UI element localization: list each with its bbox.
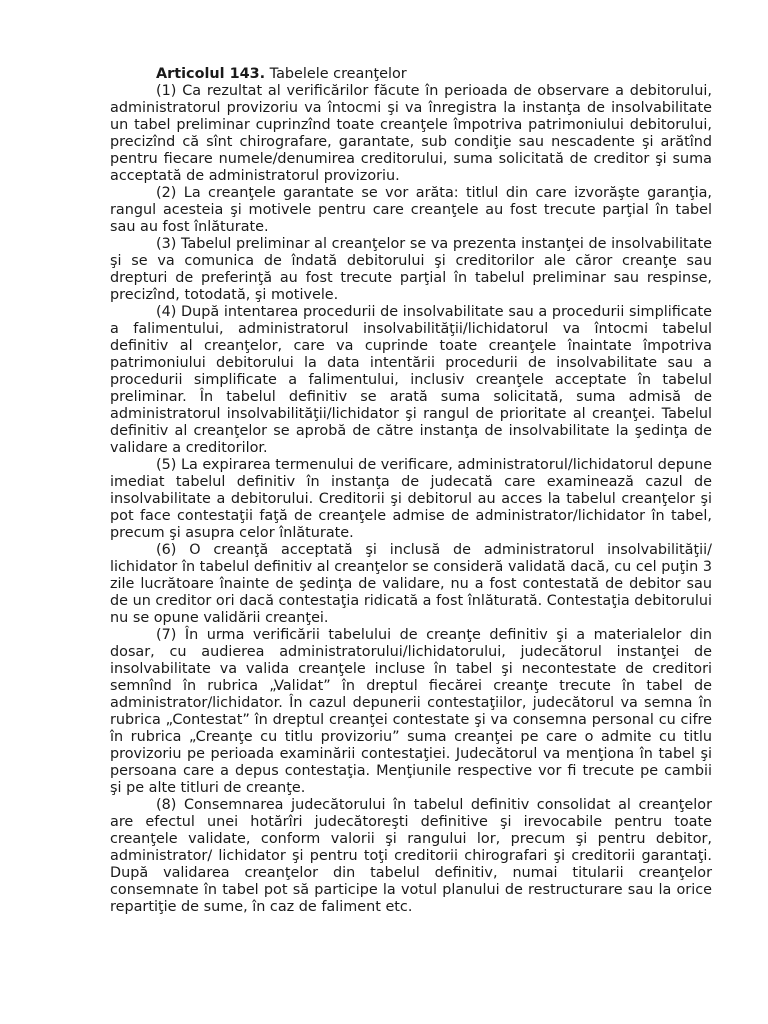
- paragraph-1: (1) Ca rezultat al verificărilor făcute în perioada de observare a debitorului, administratorul provizoriu va întocmi şi va înregistra la instanţa de insolvabilitate un tabel preliminar cuprinzînd toate creanţele împotriva patrimoniului debitorului, precizînd că sînt chirografare, garantate, sub condiţie sau nescadente şi arătînd pentru fiecare numele/denumirea creditorului, suma solicitată de creditor şi suma acceptată de administratorul provizoriu.: [110, 83, 712, 184]
- paragraph-5: (5) La expirarea termenului de verificare, administratorul/lichidatorul depune imediat tabelul definitiv în instanţa de judecată care examinează cazul de insolvabilitate a debitorului. Creditorii şi debitorul au acces la tabelul creanţelor şi pot face contestaţii faţă de creanţele admise de administrator/lichidator în tabel, precum şi asupra celor înlăturate.: [110, 457, 712, 541]
- paragraph-7: (7) În urma verificării tabelului de creanţe definitiv şi a materialelor din dosar, cu audierea administratorului/lichidatorului, judecătorul instanţei de insolvabilitate va valida creanţele incluse în tabel şi necontestate de creditori semnînd în rubrica „Validat” în dreptul fiecărei creanţe trecute în tabel de administrator/lichidator. În cazul depunerii contestaţiilor, judecătorul va semna în rubrica „Contestat” în dreptul creanţei contestate şi va consemna personal cu cifre în rubrica „Creanţe cu titlu provizoriu” suma creanţei pe care o admite cu titlu provizoriu pe perioada examinării contestaţiei. Judecătorul va menţiona în tabel şi persoana care a depus contestaţia. Menţiunile respective vor fi trecute pe cambii şi pe alte titluri de creanţe.: [110, 627, 712, 796]
- paragraph-2: (2) La creanţele garantate se vor arăta: titlul din care izvorăşte garanţia, rangul acesteia şi motivele pentru care creanţele au fost trecute parţial în tabel sau au fost înlăturate.: [110, 185, 712, 235]
- article-heading: [110, 66, 712, 83]
- paragraph-6: (6) O creanţă acceptată şi inclusă de administratorul insolvabilităţii/ lichidator în tabelul definitiv al creanţelor se consideră validată dacă, cu cel puţin 3 zile lucrătoare înainte de şedinţa de validare, nu a fost contestată de debitor sau de un creditor ori dacă contestaţia ridicată a fost înlăturată. Contestaţia debitorului nu se opune validării creanţei.: [110, 542, 712, 626]
- paragraph-3: (3) Tabelul preliminar al creanţelor se va prezenta instanţei de insolvabilitate şi se va comunica de îndată debitorului şi creditorilor ale căror creanţe sau drepturi de preferinţă au fost trecute parţial în tabelul preliminar sau respinse, precizînd, totodată, şi motivele.: [110, 236, 712, 303]
- article-number: Articolul 143.: [156, 66, 266, 82]
- article-title: Tabelele creanţelor: [265, 66, 407, 82]
- paragraph-4: (4) După intentarea procedurii de insolvabilitate sau a procedurii simplificate a falimentului, administratorul insolvabilităţii/lichidatorul va întocmi tabelul definitiv al creanţelor, care va cuprinde toate creanţele înaintate împotriva patrimoniului debitorului la data intentării procedurii de insolvabilitate sau a procedurii simplificate a falimentului, inclusiv creanţele acceptate în tabelul preliminar. În tabelul definitiv se arată suma solicitată, suma admisă de administratorul insolvabilităţii/lichidator şi rangul de prioritate al creanţei. Tabelul definitiv al creanţelor se aprobă de către instanţa de insolvabilitate la şedinţa de validare a creditorilor.: [110, 304, 712, 456]
- paragraph-8: (8) Consemnarea judecătorului în tabelul definitiv consolidat al creanţelor are efectul unei hotărîri judecătoreşti definitive şi irevocabile pentru toate creanţele validate, conform valorii şi rangului lor, precum şi pentru debitor, administrator/ lichidator şi pentru toţi creditorii chirografari şi creditorii garantaţi. După validarea creanţelor din tabelul definitiv, numai titularii creanţelor consemnate în tabel pot să participe la votul planului de restructurare sau la orice repartiţie de sume, în caz de faliment etc.: [110, 797, 712, 915]
- document-page: [110, 66, 712, 916]
